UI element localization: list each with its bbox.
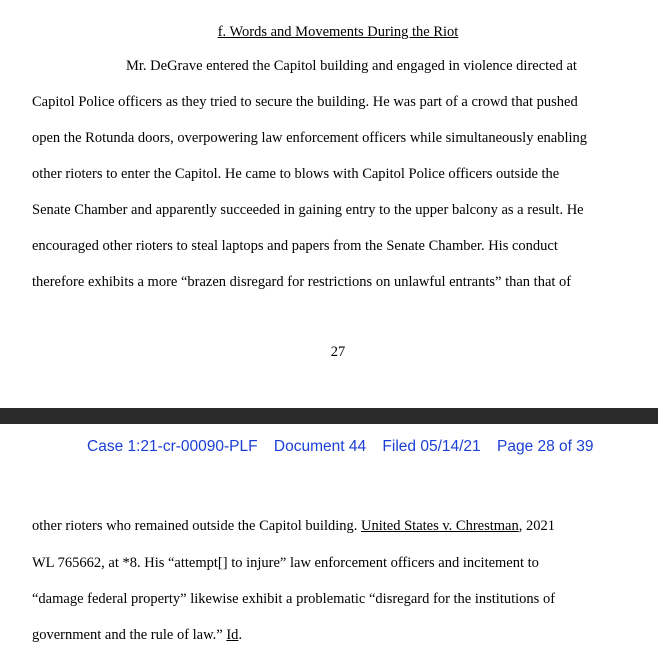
paragraph-line: [32, 516, 555, 536]
text-segment: government and the rule of law.”: [32, 627, 227, 643]
paragraph-line: therefore exhibits a more “brazen disregard for restrictions on unlawful entrants” than that of: [32, 274, 572, 290]
paragraph-line: “damage federal property” likewise exhibit a problematic “disregard for the institutions of: [32, 591, 556, 607]
paragraph-line: Senate Chamber and apparently succeeded in gaining entry to the upper balcony as a result. He: [32, 202, 584, 218]
paragraph-line: [32, 625, 242, 645]
case-header: [87, 437, 594, 457]
document-number: Document 44: [273, 438, 367, 455]
case-number: Case 1:21-cr-00090-PLF: [87, 438, 258, 455]
paragraph-line: other rioters to enter the Capitol. He came to blows with Capitol Police officers outside the: [32, 166, 560, 182]
paragraph-line: encouraged other rioters to steal laptops and papers from the Senate Chamber. His conduct: [32, 238, 558, 254]
paragraph-line: Capitol Police officers as they tried to secure the building. He was part of a crowd that pushed: [32, 94, 578, 110]
paragraph-line: open the Rotunda doors, overpowering law enforcement officers while simultaneously enabling: [32, 130, 588, 146]
text-segment: other rioters who remained outside the Capitol building.: [32, 518, 362, 534]
id-citation: Id: [226, 627, 239, 643]
paragraph-line: Mr. DeGrave entered the Capitol building and engaged in violence directed at: [126, 58, 577, 74]
document-page-28: [0, 424, 658, 658]
filed-date: Filed 05/14/21: [382, 438, 481, 455]
case-citation: United States v. Chrestman: [361, 518, 519, 534]
section-heading: f. Words and Movements During the Riot: [217, 24, 459, 40]
page-count: Page 28 of 39: [496, 438, 594, 455]
text-segment: , 2021: [518, 518, 555, 534]
text-segment: .: [238, 627, 243, 643]
page-number: 27: [330, 344, 346, 360]
paragraph-line: WL 765662, at *8. His “attempt[] to injure” law enforcement officers and incitement to: [32, 555, 539, 571]
page-divider: [0, 408, 658, 424]
